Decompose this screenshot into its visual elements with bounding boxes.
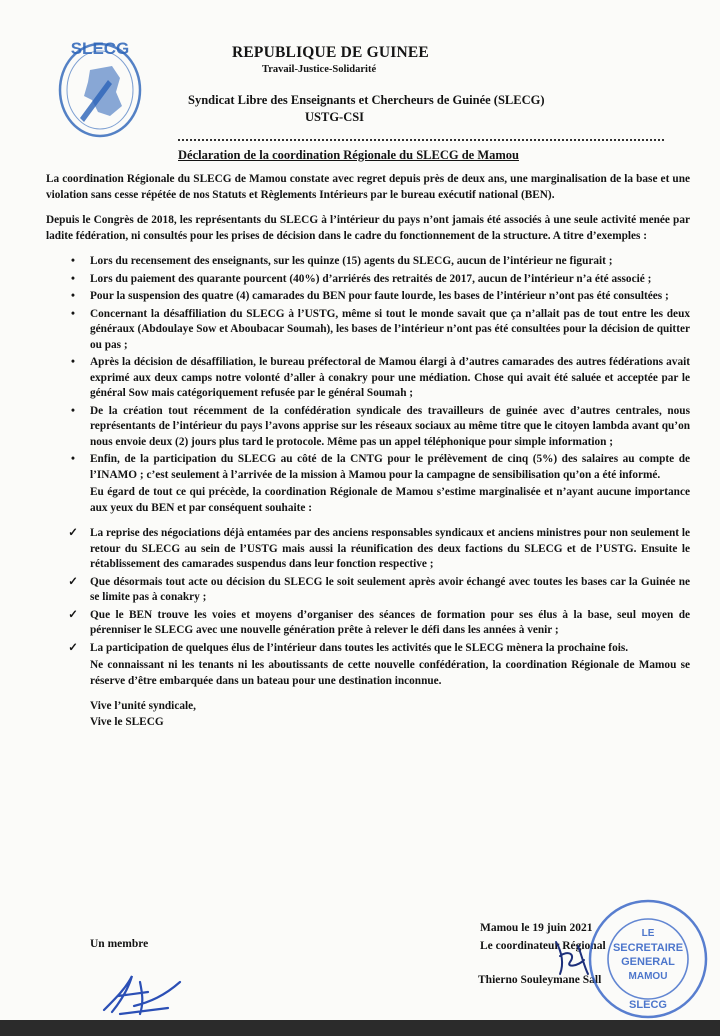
- bullet-icon: •: [71, 404, 75, 417]
- wish-item-text: La reprise des négociations déjà entamées par des anciens responsables syndicaux et anciens ministres pour non seulement le retour du SLECG au sein de l’USTG mais aussi la réunification des deux factions du SLECG et de l’USTG. Ensuite le rétablissement des camarades suspendus dans leur fonction respective ;: [90, 527, 690, 570]
- list-item: [46, 254, 690, 270]
- list-item: [46, 355, 690, 402]
- slecg-logo: [50, 30, 150, 140]
- republic-title: REPUBLIQUE DE GUINEE: [232, 44, 429, 61]
- confederation-name: USTG-CSI: [305, 110, 365, 124]
- bullet-icon: •: [71, 307, 75, 320]
- check-icon: ✓: [68, 575, 78, 588]
- list-item-text: Lors du recensement des enseignants, sur les quinze (15) agents du SLECG, aucun de l’intérieur ne figurait ;: [90, 255, 613, 267]
- conclusion-paragraph: Ne connaissant ni les tenants ni les aboutissants de cette nouvelle confédération, la coordination Régionale de Mamou se réserve d’être embarquée dans un bateau pour une destination inconnue.: [90, 659, 690, 687]
- list-item: [46, 307, 690, 354]
- union-name: Syndicat Libre des Enseignants et Chercheurs de Guinée (SLECG): [188, 93, 545, 107]
- transition-paragraph: Eu égard de tout ce qui précède, la coordination Régionale de Mamou s’estime marginalisée et n’ayant aucune importance aux yeux du BEN et par conséquent souhaite :: [90, 486, 690, 514]
- list-item: [46, 404, 690, 451]
- member-signature: [90, 962, 200, 1020]
- wish-item: [46, 608, 690, 639]
- list-item-text: Après la décision de désaffiliation, le bureau préfectoral de Mamou élargi à d’autres camarades des autres fédérations avait exprimé aux deux camps notre volonté d’aller à conakry pour une médiation. Chose qui avait été saluée et acceptée par le général Sow mais catégoriquement refusée par le général Soumah ;: [90, 356, 690, 399]
- intro-paragraph: Depuis le Congrès de 2018, les représentants du SLECG à l’intérieur du pays n’ont jamais été associés à une seule activité menée par ladite fédération, ni consultés pour les prises de décision dans le cadre du fonctionnement de la structure. A titre d’exemples :: [46, 214, 690, 242]
- official-stamp: [585, 896, 711, 1022]
- list-item: [46, 452, 690, 483]
- list-item-text: Pour la suspension des quatre (4) camarades du BEN pour faute lourde, les bases de l’intérieur n’ont pas été consultées ;: [90, 290, 669, 302]
- stamp-line3: GENERAL: [621, 956, 675, 968]
- list-item: [46, 272, 690, 288]
- wish-item-text: Que le BEN trouve les voies et moyens d’organiser des séances de formation pour ses élus à la base, seul moyen de pérenniser le SLECG avec une nouvelle génération prête à relever le défi dans les années à venir ;: [90, 608, 690, 636]
- closing-slogan: Vive l’unité syndicale,: [90, 700, 196, 712]
- bullet-icon: •: [71, 290, 75, 302]
- logo-text: SLECG: [70, 39, 130, 58]
- bullet-icon: •: [71, 255, 75, 267]
- intro-paragraph: La coordination Régionale du SLECG de Mamou constate avec regret depuis près de deux ans, une marginalisation de la base et une violation sans cesse répétée de nos Statuts et Règlements Intérieurs par le bureau exécutif national (BEN).: [46, 173, 690, 201]
- coordinator-role: Le coordinateur Régional: [480, 940, 606, 952]
- wish-item: [46, 641, 690, 657]
- stamp-line4: MAMOU: [628, 971, 668, 982]
- declaration-body: [46, 172, 690, 730]
- coordinator-name: Thierno Souleymane Sall: [478, 974, 602, 986]
- bullet-icon: •: [71, 453, 75, 465]
- bullet-icon: •: [71, 356, 75, 368]
- list-item-text: Enfin, de la participation du SLECG au côté de la CNTG pour le prélèvement de cinq (5%) des salaires au compte de l’INAMO ; c’est seulement à l’arrivée de la mission à Mamou pour la campagne de sensibilisation qu’on a été informé.: [90, 453, 690, 481]
- stamp-bottom: SLECG: [629, 999, 667, 1011]
- check-icon: ✓: [68, 527, 78, 539]
- national-motto: Travail-Justice-Solidarité: [262, 64, 377, 75]
- check-icon: ✓: [68, 608, 78, 621]
- stamp-line1: LE: [641, 928, 655, 939]
- stamp-line2: SECRETAIRE: [612, 942, 684, 954]
- declaration-title: Déclaration de la coordination Régionale du SLECG de Mamou: [178, 148, 519, 162]
- list-item-text: De la création tout récemment de la confédération syndicale des travailleurs de guinée avec d’autres centrales, nous représentants de l’intérieur du pays l’avons apprise sur les réseaux sociaux au même titre que le citoyen lambda avant qu’on nous envoie deux (2) jours plus tard le protocole. Même pas un appel téléphonique pour simple information ;: [90, 404, 690, 448]
- closing-slogan: Vive le SLECG: [90, 715, 164, 728]
- place-date: Mamou le 19 juin 2021: [480, 922, 593, 934]
- wish-item-text: La participation de quelques élus de l’intérieur dans toutes les activités que le SLECG mènera la prochaine fois.: [90, 641, 629, 654]
- member-label: Un membre: [90, 938, 149, 950]
- dotted-divider: [178, 139, 664, 141]
- wish-item: [46, 575, 690, 606]
- list-item-text: Concernant la désaffiliation du SLECG à l’USTG, même si tout le monde savait que ça n’allait pas de tout entre les deux généraux (Abdoulaye Sow et Aboubacar Soumah), les bases de l’intérieur n’ont pas été consultées pour la décision de quitter ou pas ;: [90, 307, 690, 351]
- list-item: [46, 289, 690, 305]
- list-item-text: Lors du paiement des quarante pourcent (40%) d’arriérés des retraités de 2017, aucun de l’intérieur n’a été associé ;: [90, 272, 652, 285]
- wish-item-text: Que désormais tout acte ou décision du SLECG le soit seulement après avoir échangé avec toutes les bases car la Guinée ne se limite pas à conakry ;: [90, 575, 690, 603]
- bullet-icon: •: [71, 272, 75, 285]
- wish-item: [46, 526, 690, 573]
- check-icon: ✓: [68, 641, 78, 654]
